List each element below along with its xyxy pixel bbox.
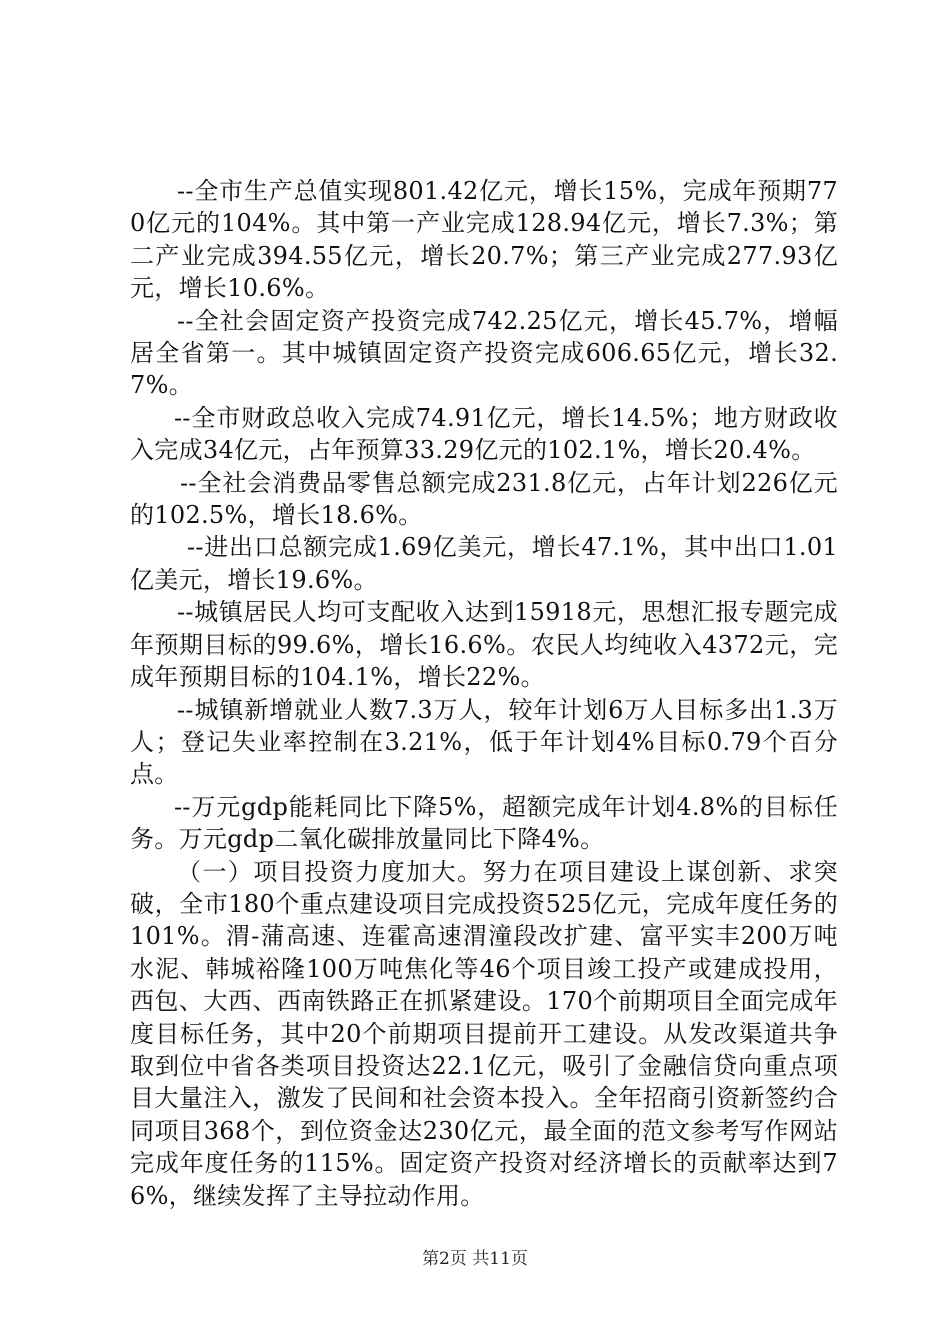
paragraph-employment: --城镇新增就业人数7.3万人，较年计划6万人目标多出1.3万人；登记失业率控制在3.21%，低于年计划4%目标0.79个百分点。 xyxy=(130,695,838,789)
paragraph-import-export: --进出口总额完成1.69亿美元，增长47.1%，其中出口1.01亿美元，增长19.6%。 xyxy=(130,533,838,594)
paragraph-income: --城镇居民人均可支配收入达到15918元，思想汇报专题完成年预期目标的99.6%，增长16.6%。农民人均纯收入4372元，完成年预期目标的104.1%，增长22%。 xyxy=(130,598,838,692)
paragraph-retail-sales: --全社会消费品零售总额完成231.8亿元，占年计划226亿元的102.5%，增长18.6%。 xyxy=(130,468,838,530)
document-body xyxy=(130,175,838,1212)
paragraph-energy: --万元gdp能耗同比下降5%，超额完成年计划4.8%的目标任务。万元gdp二氧化碳排放量同比下降4%。 xyxy=(130,792,838,854)
page-number: 第2页 共11页 xyxy=(422,1249,528,1269)
paragraph-project-investment: （一）项目投资力度加大。努力在项目建设上谋创新、求突破，全市180个重点建设项目完成投资525亿元，完成年度任务的101%。渭-蒲高速、连霍高速渭潼段改扩建、富平实丰200万吨水泥、韩城裕隆100万吨焦化等46个项目竣工投产或建成投用，西包、大西、西南铁路正在抓紧建设。170个前期项目全面完成年度目标任务，其中20个前期项目提前开工建设。从发改渠道共争取到位中省各类项目投资达22.1亿元，吸引了金融信贷向重点项目大量注入，激发了民间和社会资本投入。全年招商引资新签约合同项目368个，到位资金达230亿元，最全面的范文参考写作网站完成年度任务的115%。固定资产投资对经济增长的贡献率达到76%，继续发挥了主导拉动作用。 xyxy=(130,857,838,1210)
paragraph-fixed-investment: --全社会固定资产投资完成742.25亿元，增长45.7%，增幅居全省第一。其中城镇固定资产投资完成606.65亿元，增长32.7%。 xyxy=(130,306,838,400)
paragraph-fiscal-revenue: --全市财政总收入完成74.91亿元，增长14.5%；地方财政收入完成34亿元，占年预算33.29亿元的102.1%，增长20.4%。 xyxy=(130,403,838,465)
paragraph-gdp: --全市生产总值实现801.42亿元，增长15%，完成年预期770亿元的104%。其中第一产业完成128.94亿元，增长7.3%；第二产业完成394.55亿元，增长20.7%；第三产业完成277.93亿元，增长10.6%。 xyxy=(130,177,838,303)
